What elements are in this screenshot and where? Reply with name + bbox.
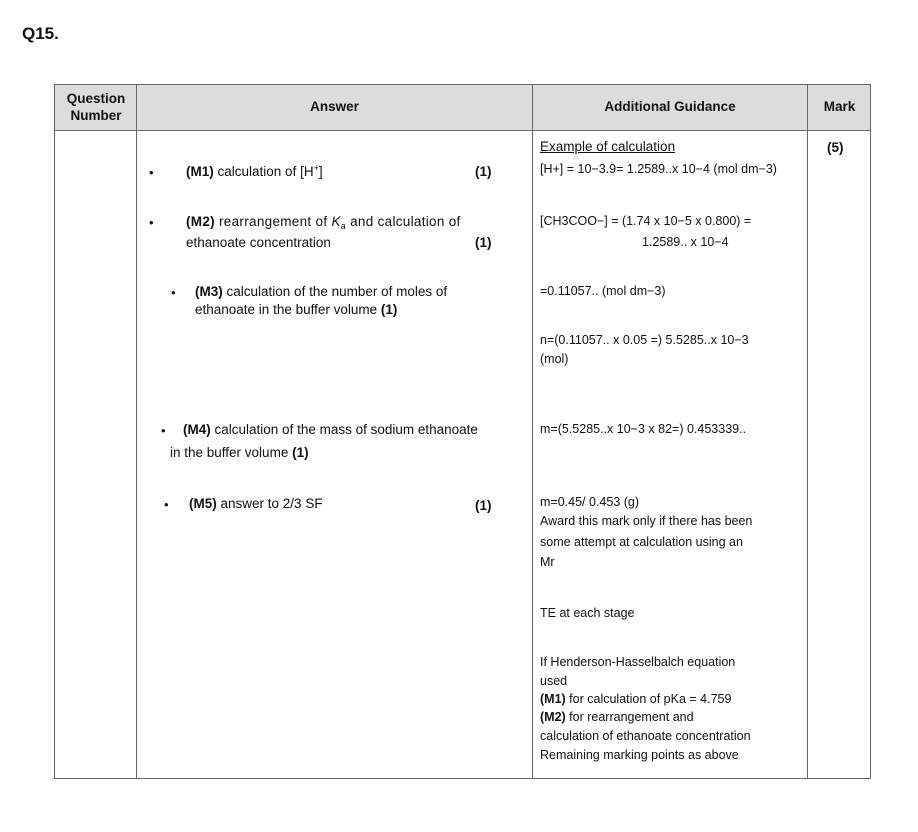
guidance-m2-top: [CH3COO−] = (1.74 x 10−5 x 0.800) = (540, 214, 752, 228)
question-label: Q15. (22, 24, 59, 43)
guidance-hh-line2: used (540, 674, 568, 688)
guidance-hh-m1: (M1) for calculation of pKa = 4.759 (540, 692, 732, 706)
guidance-example-heading: Example of calculation (540, 139, 676, 154)
answer-m3: (M3) calculation of the number of moles of (195, 284, 448, 299)
guidance-m3-conc: =0.11057.. (mol dm−3) (540, 284, 666, 298)
bullet-icon: • (164, 497, 169, 512)
guidance-hh-m2: (M2) for rearrangement and (540, 710, 694, 724)
guidance-m2-bottom: 1.2589.. x 10−4 (642, 235, 729, 249)
answer-m3-line2: ethanoate in the buffer volume (1) (195, 302, 398, 317)
answer-m2-mark: (1) (475, 235, 492, 250)
answer-m4-line2: in the buffer volume (1) (170, 445, 309, 460)
answer-m2: (M2) rearrangement of $K_a$ and calculation of (186, 214, 461, 231)
bullet-icon: • (171, 285, 176, 300)
header-mark: Mark (823, 99, 856, 114)
column-divider (532, 85, 533, 778)
header-answer: Answer (310, 99, 359, 114)
header-additional-guidance: Additional Guidance (604, 99, 736, 114)
bullet-icon: • (149, 215, 154, 230)
guidance-m5-answer: m=0.45/ 0.453 (g) (540, 495, 640, 509)
bullet-icon: • (161, 423, 166, 438)
guidance-award-line1: Award this mark only if there has been (540, 514, 753, 528)
guidance-award-line3: Mr (540, 555, 555, 569)
guidance-hh-line1: If Henderson-Hasselbalch equation (540, 655, 736, 669)
guidance-m1-calc: [H+] = 10−3.9= 1.2589..x 10−4 (mol dm−3) (540, 162, 777, 176)
guidance-te: TE at each stage (540, 606, 635, 620)
column-divider (136, 85, 137, 778)
answer-m1: (M1) calculation of [H+] (186, 163, 323, 179)
answer-m5-mark: (1) (475, 498, 492, 513)
answer-m1-mark: (1) (475, 164, 492, 179)
guidance-hh-calc: calculation of ethanoate concentration (540, 729, 751, 743)
bullet-icon: • (149, 165, 154, 180)
column-divider (807, 85, 808, 778)
mark-scheme-table (54, 84, 871, 779)
guidance-m3-moles: n=(0.11057.. x 0.05 =) 5.5285..x 10−3 (540, 333, 749, 347)
guidance-remaining: Remaining marking points as above (540, 748, 739, 762)
answer-m5: (M5) answer to 2/3 SF (189, 496, 323, 511)
header-question-number: Question Number (66, 91, 126, 123)
guidance-m3-unit: (mol) (540, 352, 569, 366)
guidance-award-line2: some attempt at calculation using an (540, 535, 743, 549)
answer-m4: (M4) calculation of the mass of sodium ethanoate (183, 422, 478, 437)
guidance-m4-mass: m=(5.5285..x 10−3 x 82=) 0.453339.. (540, 422, 747, 436)
answer-m2-line2: ethanoate concentration (186, 235, 331, 250)
total-mark: (5) (827, 140, 844, 155)
